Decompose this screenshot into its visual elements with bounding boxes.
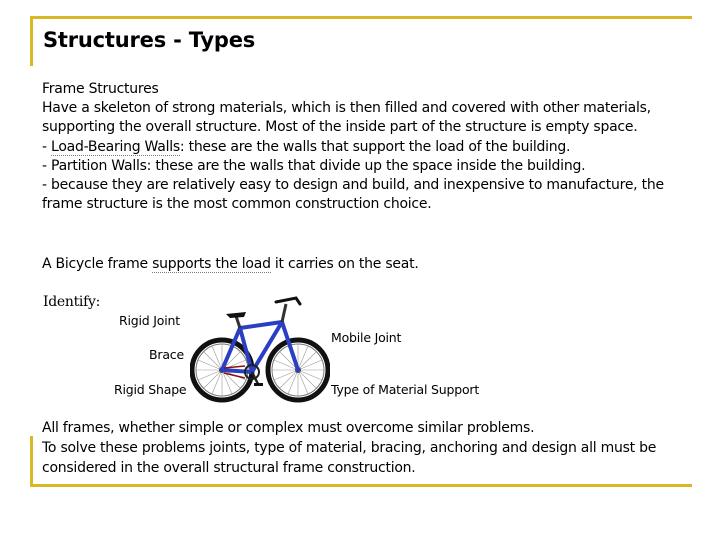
handlebar: [276, 298, 300, 304]
load-bearing-bullet: [42, 138, 682, 157]
footer-line-2: To solve these problems joints, type of material, bracing, anchoring and design all must be considered in the overall structural frame construction.: [42, 440, 657, 476]
mobile-joint-label: Mobile Joint: [331, 330, 402, 345]
slide-border-top: [30, 16, 692, 19]
slide-border-bottom: [30, 484, 692, 487]
seat-post: [236, 316, 240, 328]
partition-bullet: [42, 157, 682, 176]
rigid-shape-label: Rigid Shape: [114, 382, 187, 397]
stem: [282, 304, 286, 322]
partition-term: Partition Walls: [51, 157, 147, 174]
pedal: [254, 383, 263, 386]
common-choice-bullet: - because they are relatively easy to design and build, and inexpensive to manufacture, the frame structure is the most common construction choice.: [42, 177, 664, 213]
partition-text: : these are the walls that divide up the space inside the building.: [146, 157, 586, 174]
bicycle-suffix: it carries on the seat.: [270, 256, 419, 272]
load-bearing-term: Load-Bearing Walls: [51, 138, 180, 155]
bicycle-sentence: [42, 256, 419, 272]
rigid-joint-label: Rigid Joint: [119, 313, 180, 328]
brace-label: Brace: [149, 347, 184, 362]
footer-line-1: All frames, whether simple or complex must overcome similar problems.: [42, 420, 535, 436]
slide-border-left-top: [30, 16, 33, 66]
material-support-label: Type of Material Support: [331, 382, 480, 397]
bicycle-prefix: A Bicycle frame: [42, 256, 153, 272]
bullet-prefix: -: [42, 157, 52, 174]
bicycle-term: supports the load: [152, 256, 271, 272]
saddle: [226, 312, 246, 318]
chain: [224, 366, 245, 368]
footer-content: [42, 418, 682, 478]
frame-structures-description: Have a skeleton of strong materials, which is then filled and covered with other materials, supporting the overall structure. Most of the inside part of the structure is empty space.: [42, 100, 651, 136]
bicycle-illustration: [190, 292, 330, 414]
load-bearing-text: : these are the walls that support the load of the building.: [179, 138, 571, 155]
slide-title: Structures - Types: [43, 28, 256, 52]
slide-border-left-bottom: [30, 436, 33, 487]
main-content: [42, 80, 682, 214]
bullet-prefix: -: [42, 138, 52, 155]
frame-structures-heading: Frame Structures: [42, 81, 159, 97]
identify-label: Identify:: [43, 294, 101, 310]
